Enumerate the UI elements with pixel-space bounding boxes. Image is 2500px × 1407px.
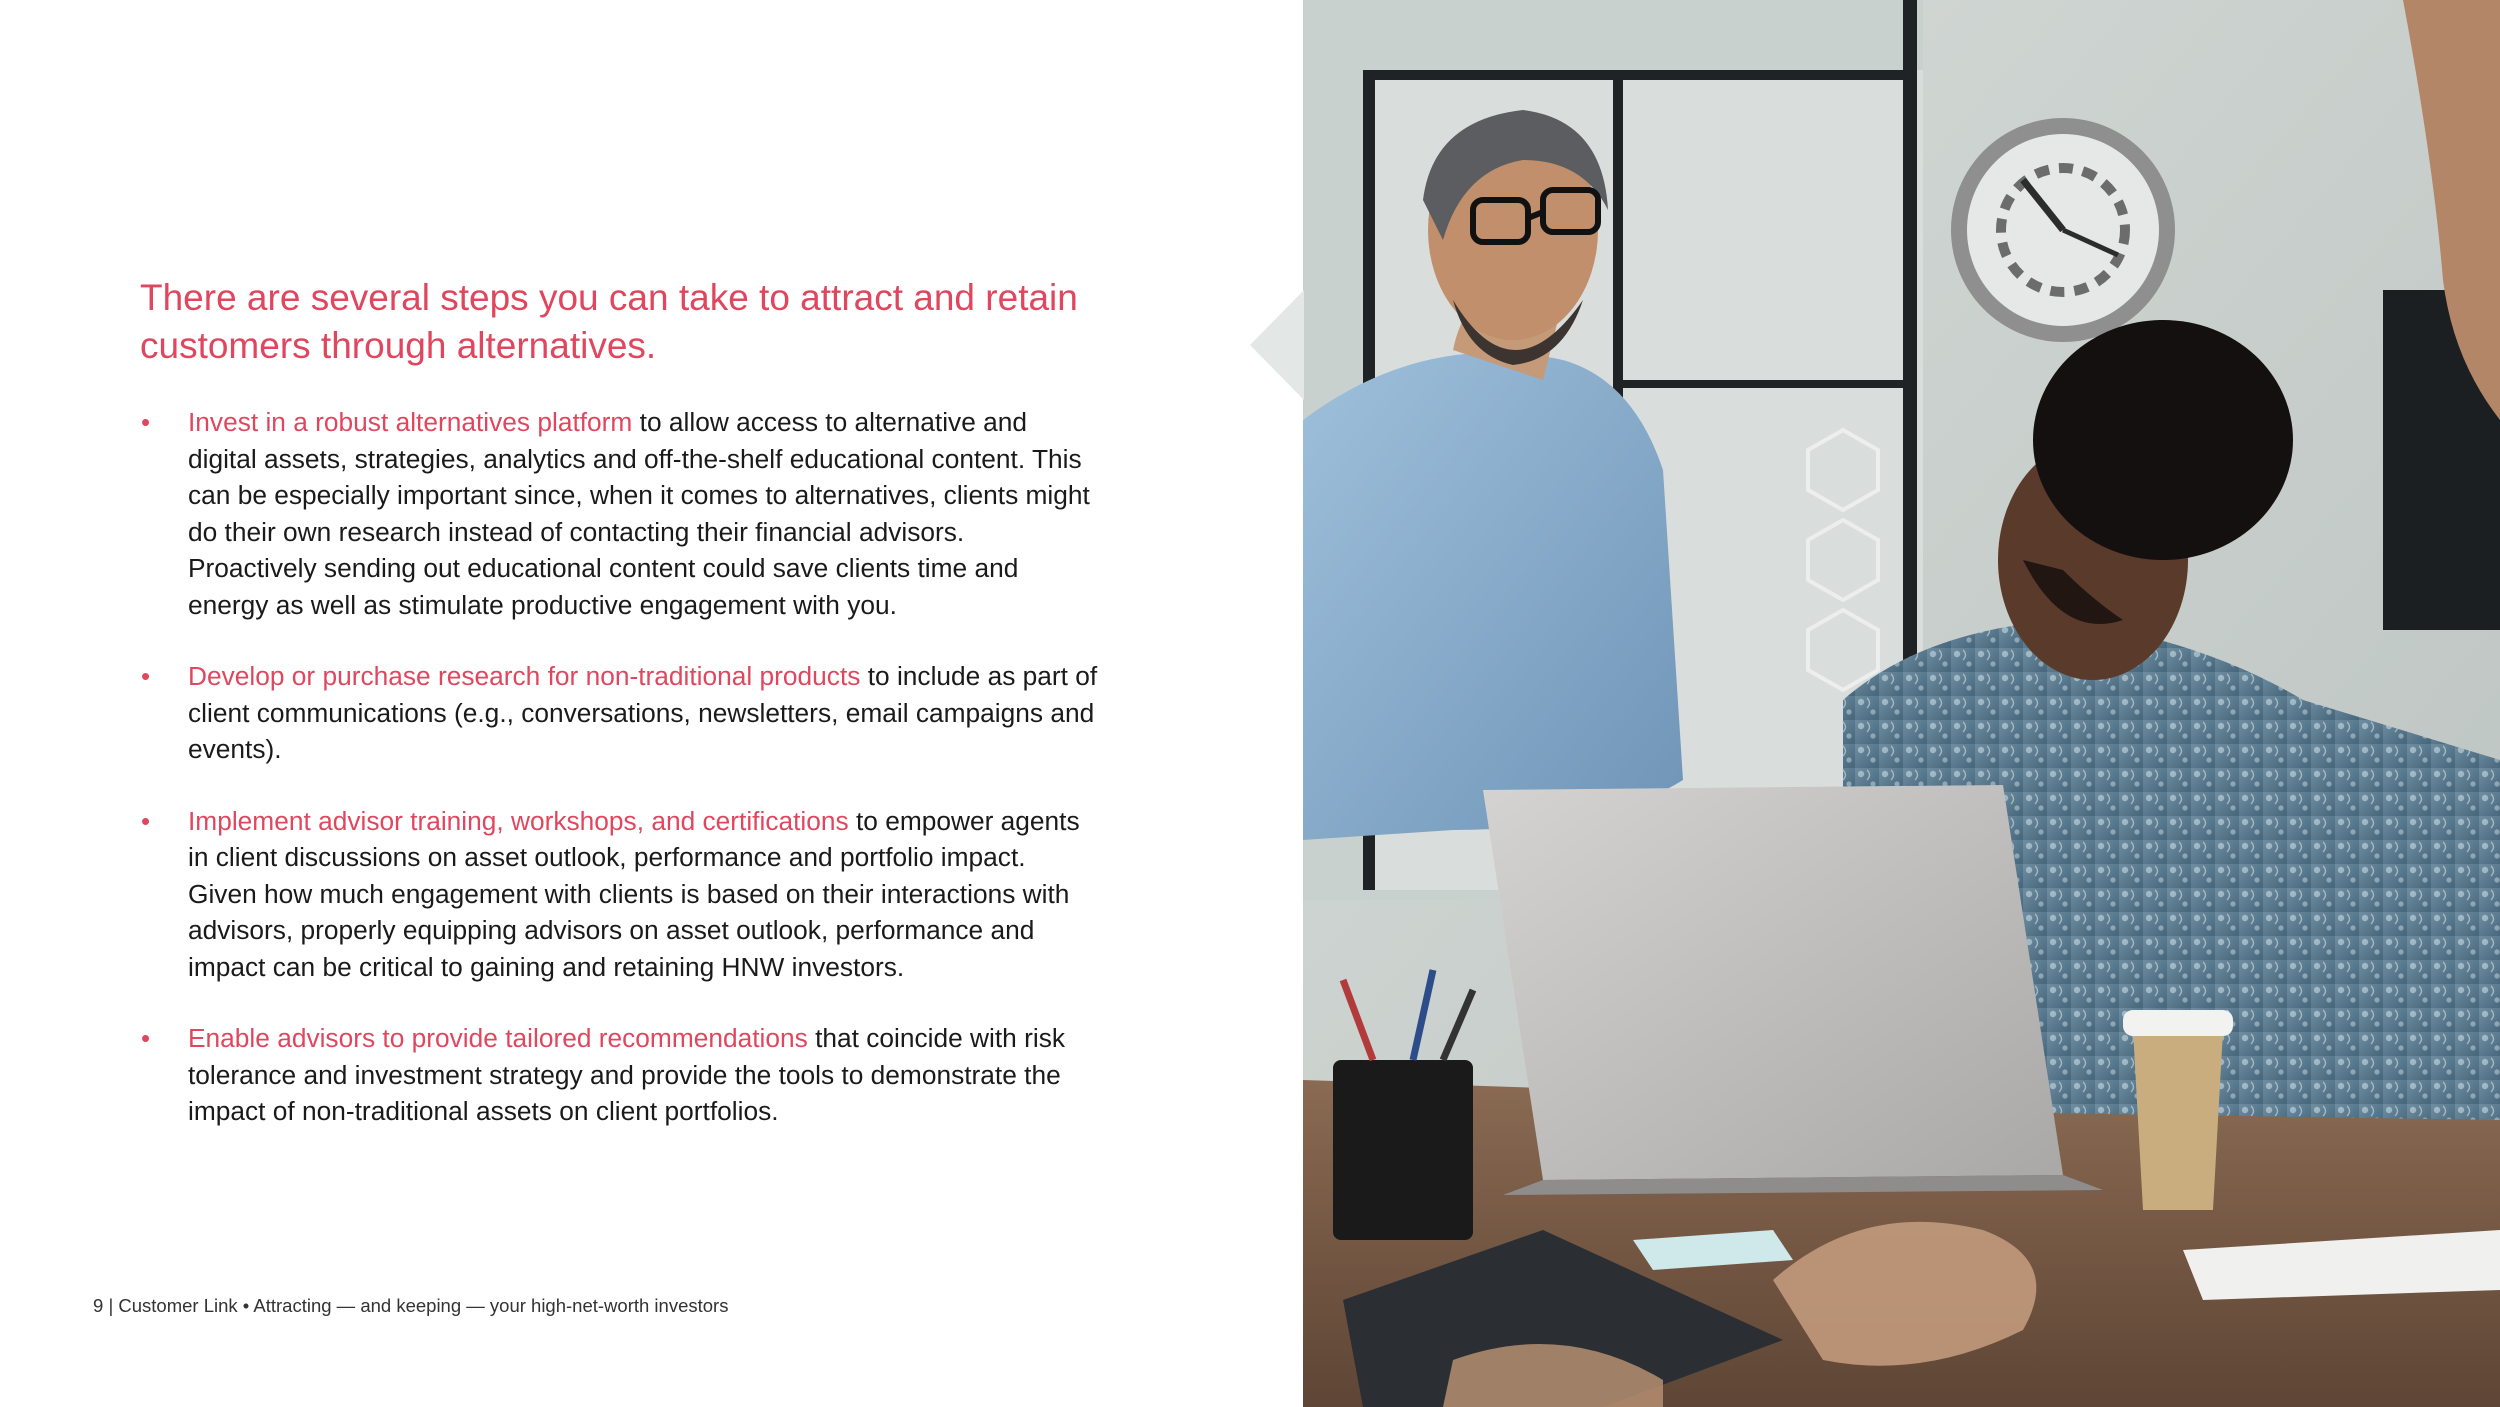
photo-illustration (1303, 0, 2500, 1407)
list-item (140, 1020, 1100, 1130)
page-footer (93, 1295, 728, 1317)
bullet-text: to allow access to alternative and digital assets, strategies, analytics and off-the-shelf educational content. This can be especially important since, when it comes to alternatives, clients might do their own research instead of contacting their financial advisors. Proactively sending out educational content could save clients time and energy as well as stimulate productive engagement with you. (188, 407, 1090, 620)
bullet-highlight: Invest in a robust alternatives platform (188, 407, 633, 437)
list-item (140, 803, 1100, 986)
page-heading: There are several steps you can take to attract and retain customers through alternatives. (140, 277, 1078, 366)
bullet-text: that coincide with risk tolerance and investment strategy and provide the tools to demonstrate the impact of non-traditional assets on client portfolios. (188, 1023, 1066, 1126)
page-number: 9 (93, 1295, 104, 1316)
list-item (140, 404, 1100, 623)
bullet-icon: • (141, 805, 151, 836)
bullet-highlight: Enable advisors to provide tailored recommendations (188, 1023, 808, 1053)
bullet-icon: • (141, 1023, 151, 1053)
footer-text: Customer Link • Attracting — and keeping — your high-net-worth investors (118, 1295, 729, 1316)
list-item (140, 658, 1100, 768)
bullet-icon: • (141, 661, 151, 691)
footer-separator: | (108, 1295, 114, 1316)
bullet-list (140, 404, 1100, 1165)
bullet-highlight: Develop or purchase research for non-traditional products (188, 661, 861, 691)
office-photo (1303, 0, 2500, 1407)
bullet-icon: • (141, 407, 151, 437)
bullet-text: to empower agents in client discussions on asset outlook, performance and portfolio impact. Given how much engagement with clients is based on their interactions with advisors, properly equipping advisors on asset outlook, performance and impact can be critical to gaining and retaining HNW investors. (188, 805, 1080, 982)
bullet-highlight: Implement advisor training, workshops, and certifications (188, 805, 849, 836)
photo-notch (1250, 290, 1304, 400)
bullet-text: to include as part of client communications (e.g., conversations, newsletters, email campaigns and events). (188, 661, 1098, 764)
